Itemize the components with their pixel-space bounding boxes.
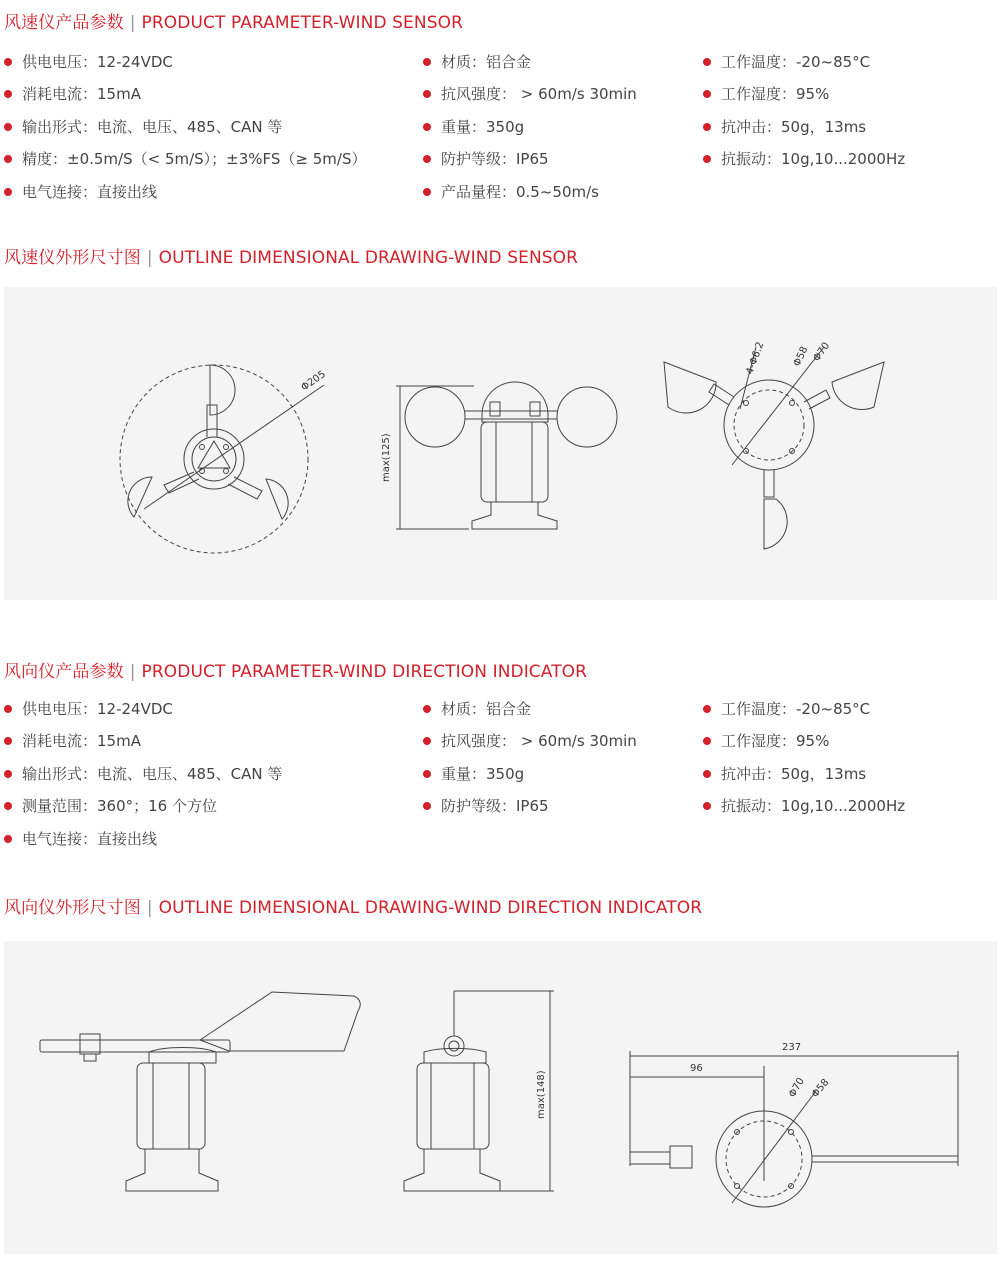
- title-cn: 风速仪外形尺寸图: [4, 248, 141, 268]
- wind-sensor-drawing-panel: [4, 287, 997, 600]
- top-view: [120, 365, 324, 553]
- dim-237: 237: [782, 1042, 802, 1053]
- param-item: 电气连接：直接出线: [0, 828, 282, 860]
- param-item: 重量：350g: [419, 763, 637, 795]
- title-separator: |: [129, 13, 136, 33]
- dim-d58: Φ58: [809, 1077, 832, 1100]
- param-column-2: [419, 698, 637, 828]
- param-item: 工作湿度：95%: [699, 83, 905, 115]
- param-item: 输出形式：电流、电压、485、CAN 等: [0, 763, 282, 795]
- section-title-wind-direction-params: [4, 657, 587, 682]
- param-item: 产品量程：0.5~50m/s: [419, 181, 637, 213]
- param-column-1: [0, 51, 367, 213]
- dim-max148: max(148): [536, 1070, 547, 1119]
- param-item: 工作温度：-20~85°C: [699, 51, 905, 83]
- dim-96: 96: [690, 1063, 703, 1074]
- side-view: [396, 382, 617, 529]
- param-item: 抗振动：10g,10...2000Hz: [699, 148, 905, 180]
- param-item: 抗振动：10g,10...2000Hz: [699, 795, 905, 827]
- param-item: 工作湿度：95%: [699, 730, 905, 762]
- wind-direction-drawing: [4, 941, 997, 1254]
- wind-direction-drawing-panel: [4, 941, 997, 1254]
- dim-holes: 4-Φ6.2: [744, 340, 767, 377]
- section-title-wind-sensor-params: [4, 8, 463, 33]
- title-en: PRODUCT PARAMETER-WIND DIRECTION INDICATOR: [141, 662, 588, 682]
- param-item: 精度：±0.5m/S（< 5m/S）；±3%FS（≥ 5m/S）: [0, 148, 367, 180]
- param-item: 工作温度：-20~85°C: [699, 698, 905, 730]
- param-item: 供电电压：12-24VDC: [0, 51, 367, 83]
- param-item: 消耗电流：15mA: [0, 83, 367, 115]
- param-item: 抗风强度： > 60m/s 30min: [419, 83, 637, 115]
- title-en: OUTLINE DIMENSIONAL DRAWING-WIND SENSOR: [158, 248, 579, 268]
- param-item: 防护等级：IP65: [419, 148, 637, 180]
- param-item: 防护等级：IP65: [419, 795, 637, 827]
- title-cn: 风向仪外形尺寸图: [4, 898, 141, 918]
- dim-d70: Φ70: [811, 340, 833, 364]
- dim-d205: Φ205: [299, 368, 328, 394]
- vane-side-view: [40, 992, 360, 1191]
- param-item: 抗风强度： > 60m/s 30min: [419, 730, 637, 762]
- wind-sensor-drawing: [4, 287, 997, 600]
- dim-max125: max(125): [381, 433, 392, 482]
- title-separator: |: [129, 662, 136, 682]
- section-title-wind-direction-drawing: [4, 893, 702, 918]
- param-item: 供电电压：12-24VDC: [0, 698, 282, 730]
- title-en: PRODUCT PARAMETER-WIND SENSOR: [141, 13, 463, 33]
- param-item: 消耗电流：15mA: [0, 730, 282, 762]
- param-column-2: [419, 51, 637, 213]
- param-item: 输出形式：电流、电压、485、CAN 等: [0, 116, 367, 148]
- param-item: 材质：铝合金: [419, 51, 637, 83]
- title-en: OUTLINE DIMENSIONAL DRAWING-WIND DIRECTION INDICATOR: [158, 898, 703, 918]
- vane-bottom-view: [630, 1051, 958, 1207]
- param-item: 材质：铝合金: [419, 698, 637, 730]
- bottom-view: [664, 344, 884, 549]
- param-column-1: [0, 698, 282, 860]
- param-item: 抗冲击：50g，13ms: [699, 116, 905, 148]
- vane-front-view: [404, 991, 554, 1191]
- title-cn: 风速仪产品参数: [4, 13, 124, 33]
- dim-d70: Φ70: [787, 1076, 807, 1100]
- param-item: 重量：350g: [419, 116, 637, 148]
- dim-d58: Φ58: [791, 344, 811, 369]
- param-column-3: [699, 51, 905, 181]
- param-item: 抗冲击：50g，13ms: [699, 763, 905, 795]
- section-title-wind-sensor-drawing: [4, 243, 578, 268]
- title-separator: |: [146, 898, 153, 918]
- title-separator: |: [146, 248, 153, 268]
- param-item: 电气连接：直接出线: [0, 181, 367, 213]
- param-column-3: [699, 698, 905, 828]
- title-cn: 风向仪产品参数: [4, 662, 124, 682]
- param-item: 测量范围：360°；16 个方位: [0, 795, 282, 827]
